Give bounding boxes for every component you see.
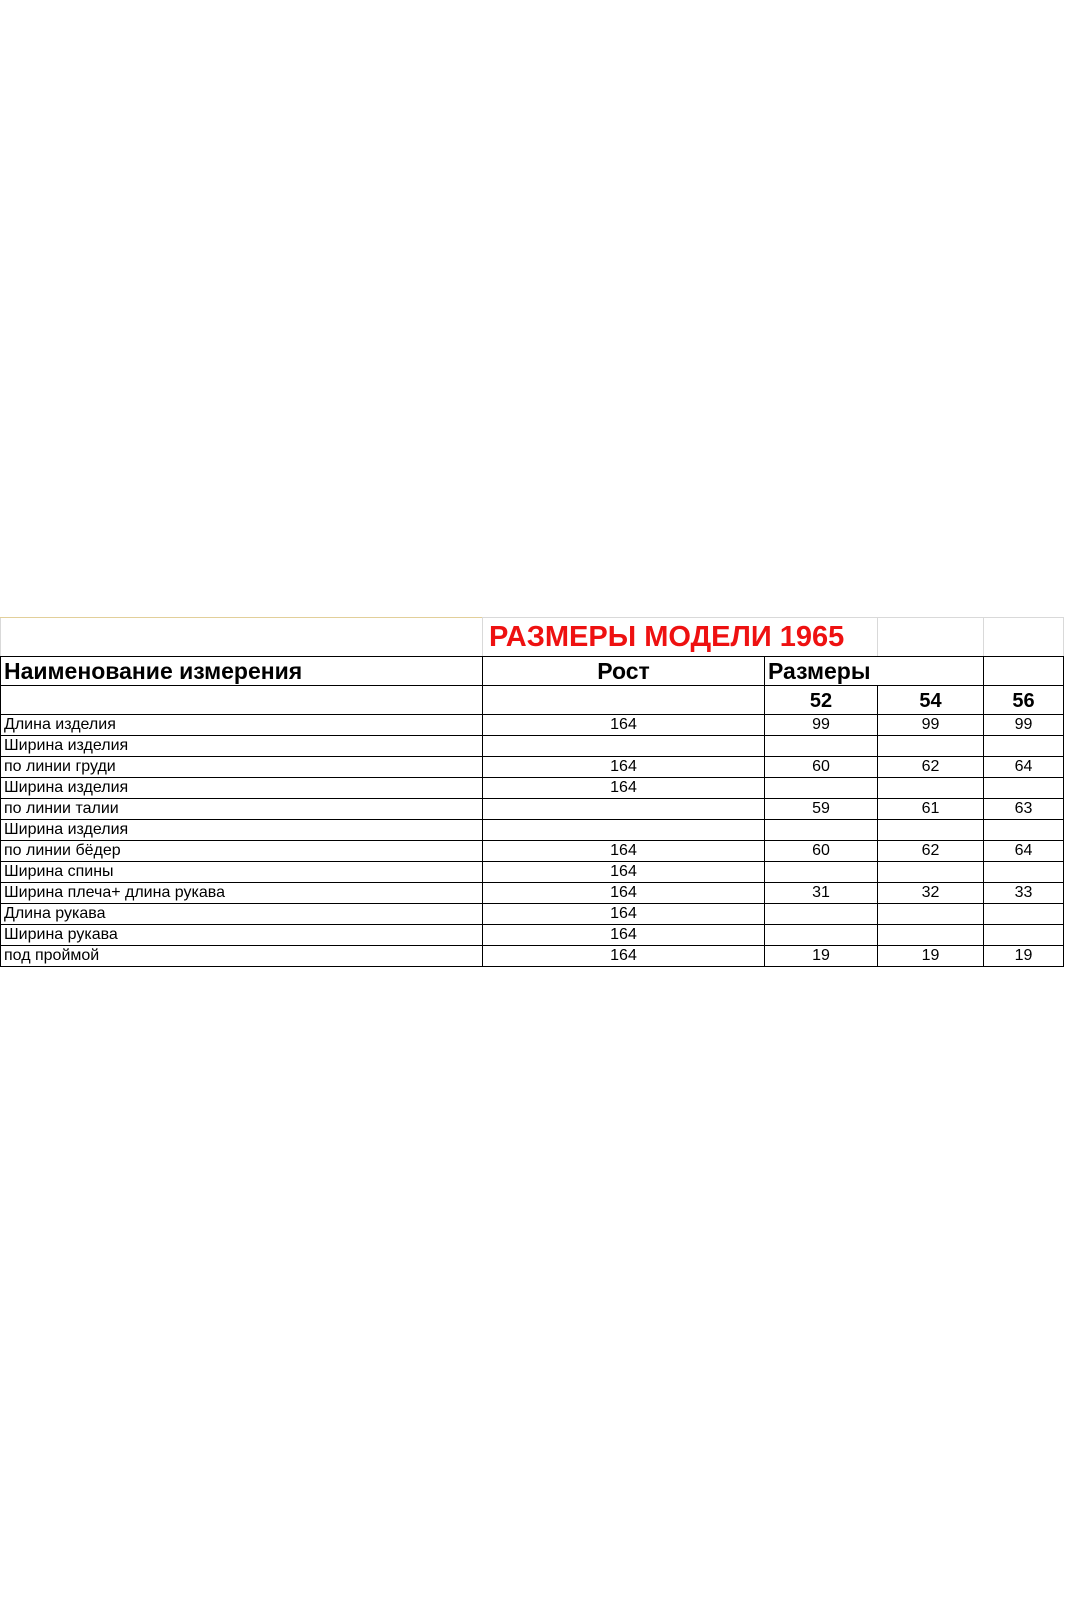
title-blank-cell xyxy=(984,618,1064,657)
measurement-name: Ширина рукава xyxy=(1,925,483,946)
height-value xyxy=(483,820,765,841)
value-56: 64 xyxy=(984,841,1064,862)
measurement-name: Ширина плеча+ длина рукава xyxy=(1,883,483,904)
height-value: 164 xyxy=(483,946,765,967)
table-row xyxy=(1,799,1064,820)
value-52 xyxy=(765,736,878,757)
height-value: 164 xyxy=(483,904,765,925)
header-blank-cell xyxy=(878,657,984,686)
measurement-name: Ширина изделия xyxy=(1,778,483,799)
size-number-row xyxy=(1,686,1064,715)
value-52 xyxy=(765,820,878,841)
header-measurement-name: Наименование измерения xyxy=(1,657,483,686)
header-blank-cell xyxy=(984,657,1064,686)
table-row xyxy=(1,757,1064,778)
value-52: 60 xyxy=(765,757,878,778)
value-56: 99 xyxy=(984,715,1064,736)
value-52: 99 xyxy=(765,715,878,736)
title-blank-cell xyxy=(1,618,483,657)
size-table-sheet xyxy=(0,617,1064,967)
table-row xyxy=(1,904,1064,925)
height-value: 164 xyxy=(483,778,765,799)
value-56 xyxy=(984,736,1064,757)
table-row xyxy=(1,841,1064,862)
measurement-name: Ширина изделия xyxy=(1,820,483,841)
value-52: 31 xyxy=(765,883,878,904)
measurement-name: Длина изделия xyxy=(1,715,483,736)
measurement-name: Длина рукава xyxy=(1,904,483,925)
value-56 xyxy=(984,925,1064,946)
table-row xyxy=(1,925,1064,946)
value-54: 19 xyxy=(878,946,984,967)
value-56 xyxy=(984,820,1064,841)
size-blank-cell xyxy=(1,686,483,715)
size-54: 54 xyxy=(878,686,984,715)
table-row xyxy=(1,715,1064,736)
table-row xyxy=(1,883,1064,904)
value-56 xyxy=(984,862,1064,883)
height-value xyxy=(483,799,765,820)
value-54: 99 xyxy=(878,715,984,736)
value-54 xyxy=(878,736,984,757)
header-row xyxy=(1,657,1064,686)
value-54: 62 xyxy=(878,757,984,778)
value-56: 64 xyxy=(984,757,1064,778)
value-54 xyxy=(878,925,984,946)
title-blank-cell xyxy=(878,618,984,657)
measurement-name: Ширина изделия xyxy=(1,736,483,757)
size-blank-cell xyxy=(483,686,765,715)
value-54 xyxy=(878,862,984,883)
height-value: 164 xyxy=(483,841,765,862)
value-52 xyxy=(765,778,878,799)
measurement-name: по линии груди xyxy=(1,757,483,778)
value-52 xyxy=(765,862,878,883)
table-row xyxy=(1,820,1064,841)
table-row xyxy=(1,862,1064,883)
size-52: 52 xyxy=(765,686,878,715)
value-54 xyxy=(878,778,984,799)
table-row xyxy=(1,778,1064,799)
measurement-name: под проймой xyxy=(1,946,483,967)
value-52: 60 xyxy=(765,841,878,862)
value-56: 33 xyxy=(984,883,1064,904)
height-value xyxy=(483,736,765,757)
height-value: 164 xyxy=(483,925,765,946)
value-56 xyxy=(984,904,1064,925)
height-value: 164 xyxy=(483,862,765,883)
value-52 xyxy=(765,925,878,946)
table-row xyxy=(1,946,1064,967)
table-row xyxy=(1,736,1064,757)
value-56: 63 xyxy=(984,799,1064,820)
value-54: 62 xyxy=(878,841,984,862)
header-sizes: Размеры xyxy=(765,657,878,686)
height-value: 164 xyxy=(483,715,765,736)
value-54: 61 xyxy=(878,799,984,820)
value-54 xyxy=(878,820,984,841)
value-52 xyxy=(765,904,878,925)
size-56: 56 xyxy=(984,686,1064,715)
height-value: 164 xyxy=(483,883,765,904)
measurement-name: Ширина спины xyxy=(1,862,483,883)
measurement-name: по линии талии xyxy=(1,799,483,820)
height-value: 164 xyxy=(483,757,765,778)
value-56: 19 xyxy=(984,946,1064,967)
table-title: РАЗМЕРЫ МОДЕЛИ 1965 xyxy=(483,618,878,657)
size-table xyxy=(0,617,1064,967)
header-height: Рост xyxy=(483,657,765,686)
value-56 xyxy=(984,778,1064,799)
measurement-name: по линии бёдер xyxy=(1,841,483,862)
value-54 xyxy=(878,904,984,925)
value-52: 59 xyxy=(765,799,878,820)
title-row xyxy=(1,618,1064,657)
value-52: 19 xyxy=(765,946,878,967)
value-54: 32 xyxy=(878,883,984,904)
